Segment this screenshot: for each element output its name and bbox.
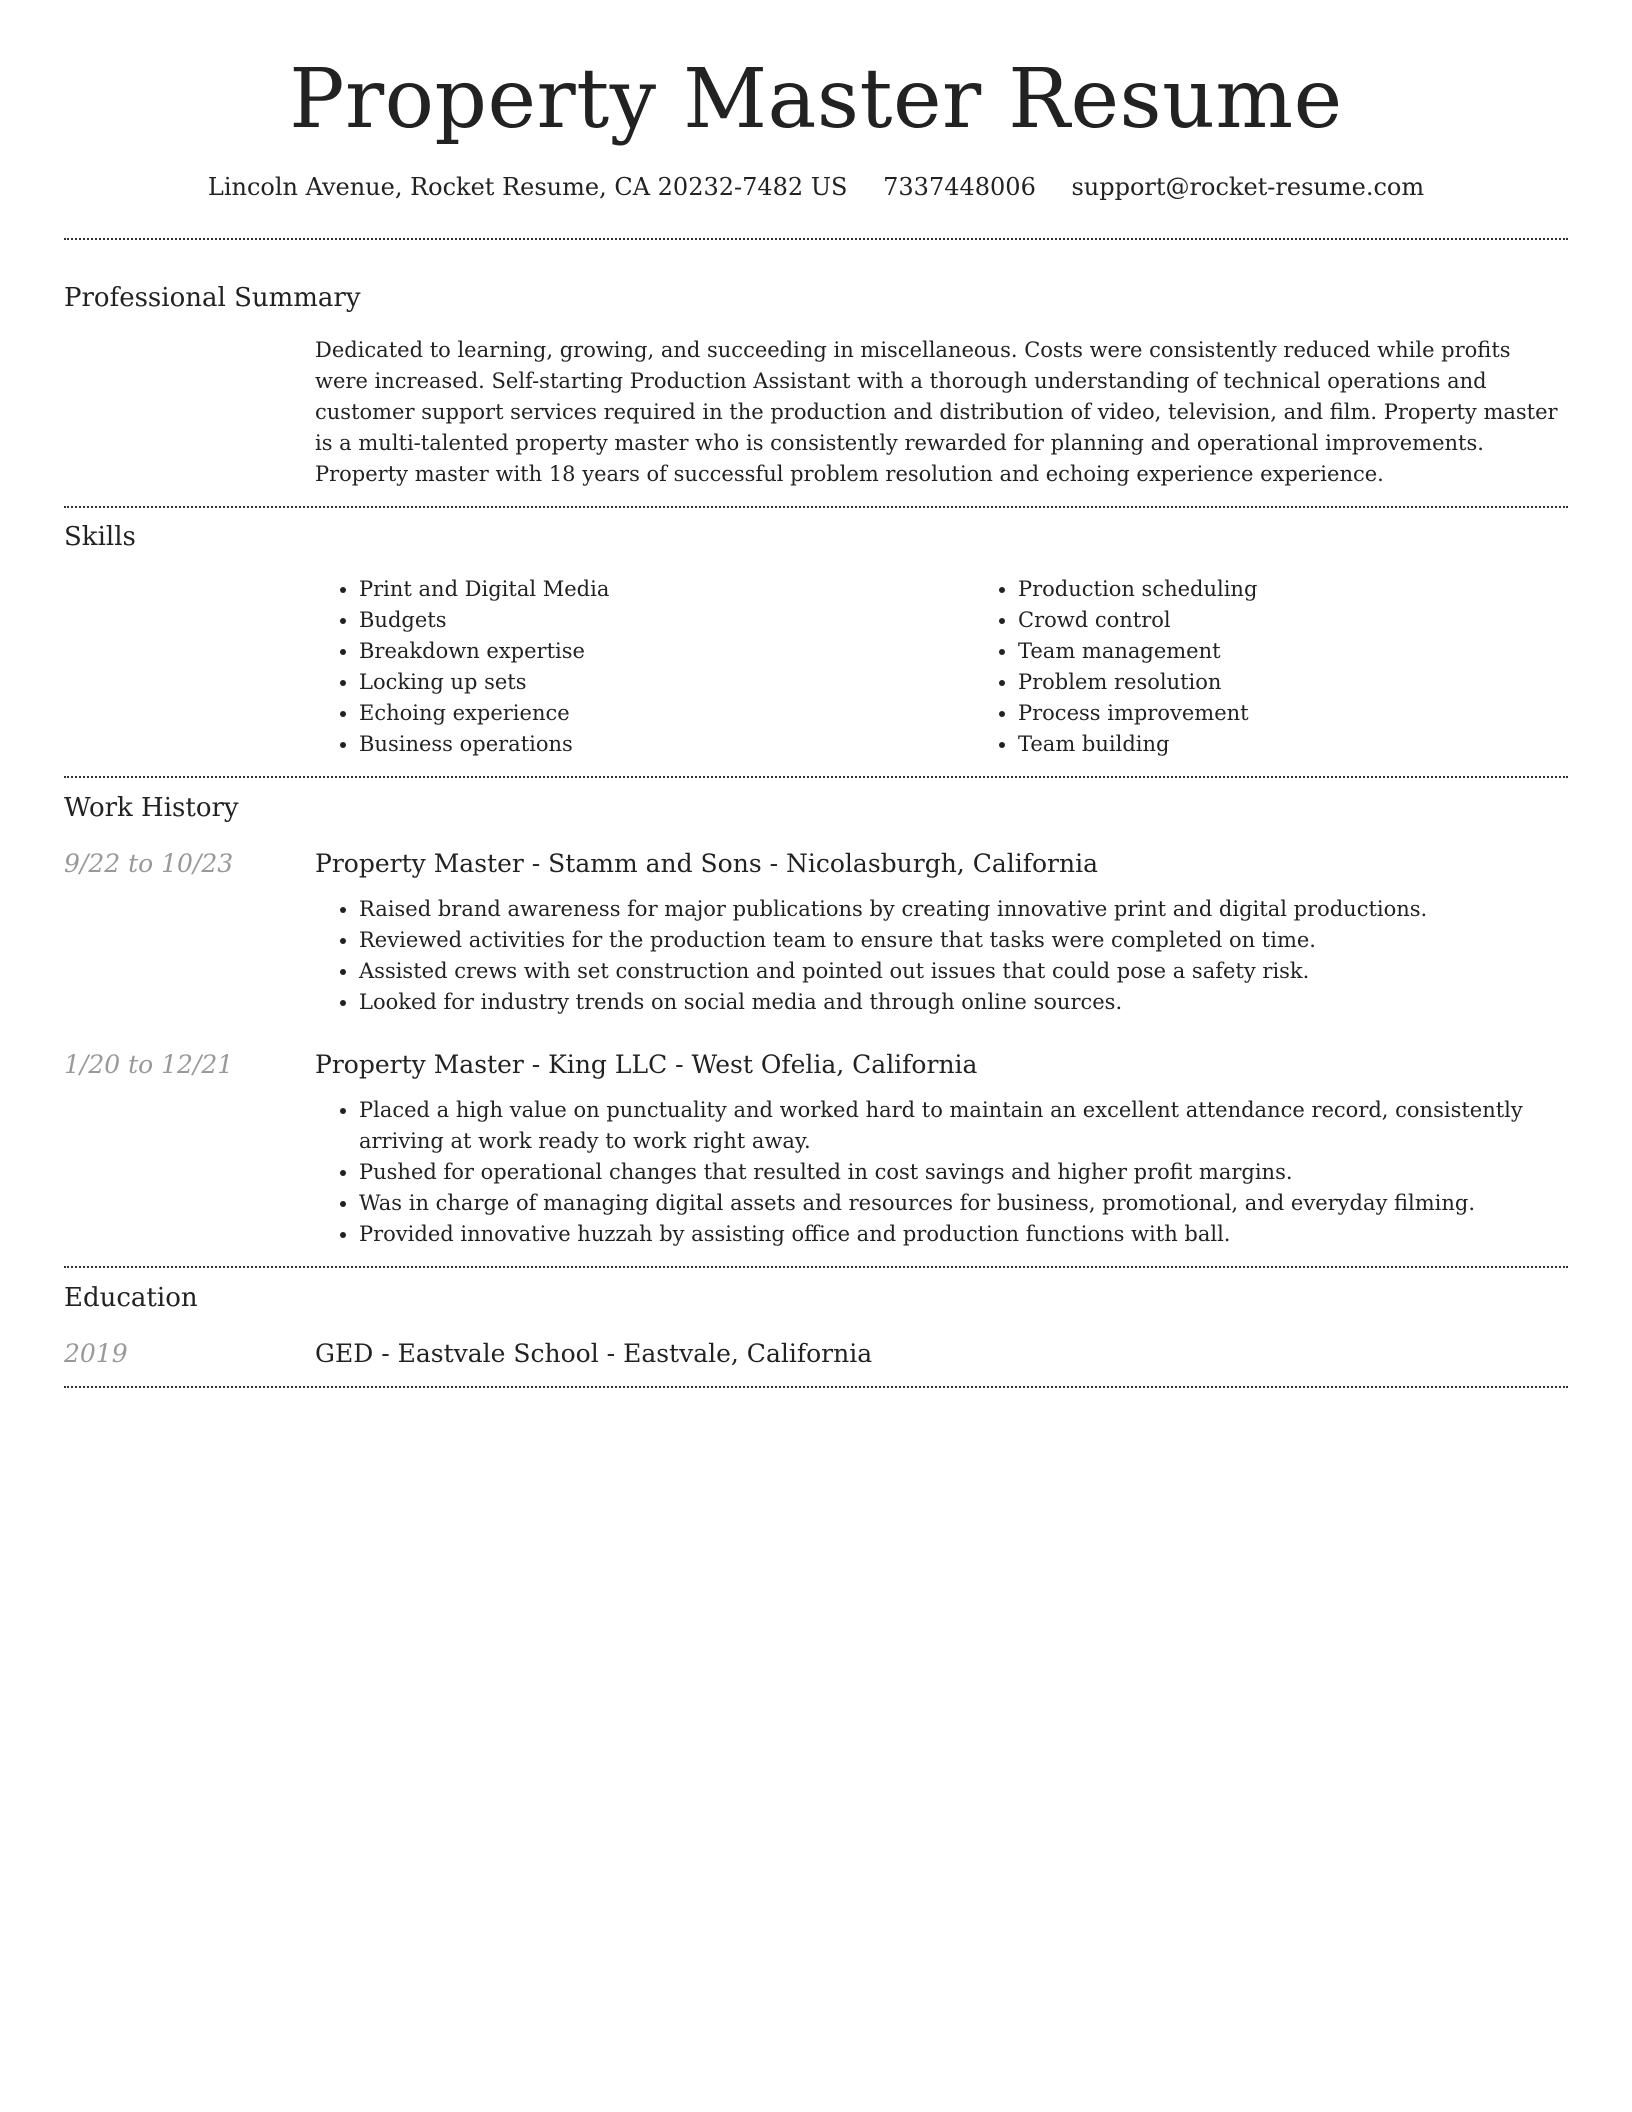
education-entry	[64, 1336, 1568, 1372]
work-section	[64, 778, 1568, 1250]
skills-list	[315, 574, 1632, 760]
summary-section	[64, 240, 1568, 490]
job-bullets	[315, 894, 1568, 1018]
contact-line	[64, 170, 1568, 204]
job-bullet: • Looked for industry trends on social media and through online sources.	[359, 987, 1568, 1018]
job-title: Property Master - King LLC - West Ofelia, California	[315, 1050, 978, 1079]
education-date: 2019	[64, 1339, 128, 1368]
summary-text: Dedicated to learning, growing, and succeeding in miscellaneous. Costs were consistently reduced while profits were increased. Self-starting Production Assistant with a thorough understanding of technical operations and customer support services required in the production and distribution of video, television, and film. Property master is a multi-talented property master who is consistently rewarded for planning and operational improvements. Property master with 18 years of successful problem resolution and echoing experience experience.	[315, 338, 1558, 486]
job-title: Property Master - Stamm and Sons - Nicolasburgh, California	[315, 849, 1098, 878]
job-date: 9/22 to 10/23	[64, 849, 234, 878]
skill-item: • Team building	[1018, 729, 1632, 760]
contact-phone: 7337448006	[883, 173, 1036, 201]
skill-item: • Process improvement	[1018, 698, 1632, 729]
job-bullet: • Reviewed activities for the production team to ensure that tasks were completed on time.	[359, 925, 1568, 956]
skill-item: • Budgets	[359, 605, 974, 636]
job-bullet: • Pushed for operational changes that resulted in cost savings and higher profit margins.	[359, 1157, 1568, 1188]
skill-item: • Locking up sets	[359, 667, 974, 698]
skill-item: • Crowd control	[1018, 605, 1632, 636]
resume-header	[64, 0, 1568, 204]
skills-column-right	[974, 574, 1632, 760]
job-date: 1/20 to 12/21	[64, 1050, 234, 1079]
job-bullet: • Placed a high value on punctuality and worked hard to maintain an excellent attendance record, consistently arriving at work ready to work right away.	[359, 1095, 1568, 1157]
contact-email: support@rocket-resume.com	[1071, 173, 1425, 201]
job-bullet: • Was in charge of managing digital assets and resources for business, promotional, and everyday filming.	[359, 1188, 1568, 1219]
job-bullet: • Raised brand awareness for major publications by creating innovative print and digital productions.	[359, 894, 1568, 925]
education-divider	[64, 1386, 1568, 1388]
skills-heading: Skills	[64, 522, 136, 552]
skill-item: • Business operations	[359, 729, 974, 760]
education-title: GED - Eastvale School - Eastvale, California	[315, 1339, 873, 1368]
contact-address: Lincoln Avenue, Rocket Resume, CA 20232-7482 US	[207, 173, 848, 201]
job-bullet: • Assisted crews with set construction and pointed out issues that could pose a safety risk.	[359, 956, 1568, 987]
skill-item: • Breakdown expertise	[359, 636, 974, 667]
job-entry	[64, 1047, 1568, 1250]
job-bullet: • Provided innovative huzzah by assisting office and production functions with ball.	[359, 1219, 1568, 1250]
job-bullets	[315, 1095, 1568, 1250]
skill-item: • Production scheduling	[1018, 574, 1632, 605]
skill-item: • Problem resolution	[1018, 667, 1632, 698]
work-heading: Work History	[64, 793, 239, 823]
skills-column-left	[315, 574, 974, 760]
skill-item: • Echoing experience	[359, 698, 974, 729]
education-heading: Education	[64, 1283, 198, 1313]
skill-item: • Team management	[1018, 636, 1632, 667]
job-entry	[64, 846, 1568, 1018]
education-section	[64, 1268, 1568, 1372]
resume-title: Property Master Resume	[289, 52, 1343, 147]
skill-item: • Print and Digital Media	[359, 574, 974, 605]
summary-heading: Professional Summary	[64, 283, 361, 313]
skills-section	[64, 508, 1568, 760]
